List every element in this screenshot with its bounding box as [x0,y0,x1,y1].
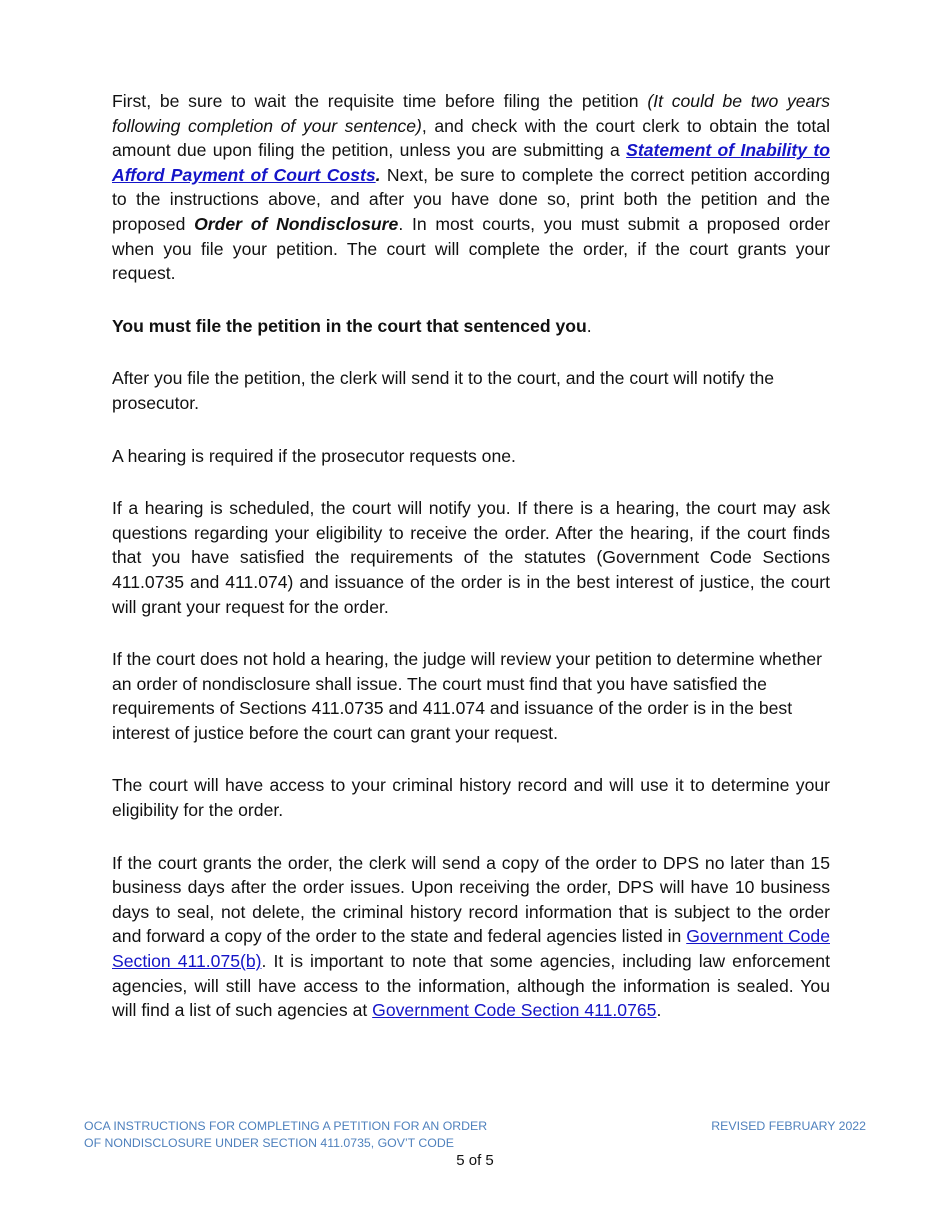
document-body [112,89,830,1051]
text: . [586,315,592,336]
order-of-nondisclosure-text: Order of Nondisclosure [194,213,399,234]
footer-title-line-1: OCA INSTRUCTIONS FOR COMPLETING A PETITION FOR AN ORDER [84,1119,488,1133]
text: . It is important to note that some agencies, including law enforcement agencies, will still have access to the information, although the information is sealed. You will find a list of such agencies at [112,951,830,1021]
italic-text: (It could be two years following completion of your sentence) [112,91,830,136]
text: , and check with the court clerk to obtain the total amount due upon filing the petition, unless you are submitting a [112,115,830,161]
text: Next, be sure to complete the correct petition according to the instructions above, and after you have done so, print both the petition and the proposed [112,164,830,234]
paragraph-hearing-scheduled: If a hearing is scheduled, the court will notify you. If there is a hearing, the court may ask questions regarding your eligibility to receive the order. After the hearing, if the court finds that you have satisfied the requirements of the statutes (Government Code Sections 411.0735 and 411.074) and issuance of the order is in the best interest of justice, the court will grant your request for the order. [112,498,830,617]
gov-code-411-0765-link[interactable]: Government Code Section 411.0765 [372,1000,657,1021]
paragraph-hearing-required: A hearing is required if the prosecutor requests one. [112,445,516,466]
text: . [656,1000,662,1021]
text: . In most courts, you must submit a proposed order when you file your petition. The court will complete the order, if the court grants your request. [112,213,830,284]
text: If the court grants the order, the clerk will send a copy of the order to DPS no later than 15 business days after the order issues. Upon receiving the order, DPS will have 10 business days to seal, not delete, the criminal history record information that is subject to the order and forward a copy of the order to the state and federal agencies listed in [112,852,830,947]
paragraph-order-granted [112,851,830,1023]
footer-title-line-2: OF NONDISCLOSURE UNDER SECTION 411.0735, GOV’T CODE [84,1136,454,1150]
text: First, be sure to wait the requisite time before filing the petition [112,91,648,111]
bold-text: You must file the petition in the court that sentenced you [112,315,587,336]
bold-italic-period: . [375,164,381,185]
statement-of-inability-link[interactable]: Statement of Inability to Afford Payment of Court Costs [112,140,830,185]
page-number: 5 of 5 [456,1152,494,1169]
paragraph-file-in-court [112,314,830,339]
footer-revision-date: REVISED FEBRUARY 2022 [711,1119,866,1133]
gov-code-411-075b-link[interactable]: Government Code Section 411.075(b) [112,926,830,972]
paragraph-after-filing: After you file the petition, the clerk will send it to the court, and the court will notify the prosecutor. [112,368,775,413]
footer-title [84,1118,487,1152]
paragraph-criminal-history: The court will have access to your criminal history record and will use it to determine your eligibility for the order. [112,775,830,821]
paragraph-no-hearing: If the court does not hold a hearing, the judge will review your petition to determine whether an order of nondisclosure shall issue. The court must find that you have satisfied the requirements of Sections 411.0735 and 411.074 and issuance of the order is in the best interest of justice before the court can grant your request. [112,649,823,743]
paragraph-filing-instructions [112,89,830,286]
